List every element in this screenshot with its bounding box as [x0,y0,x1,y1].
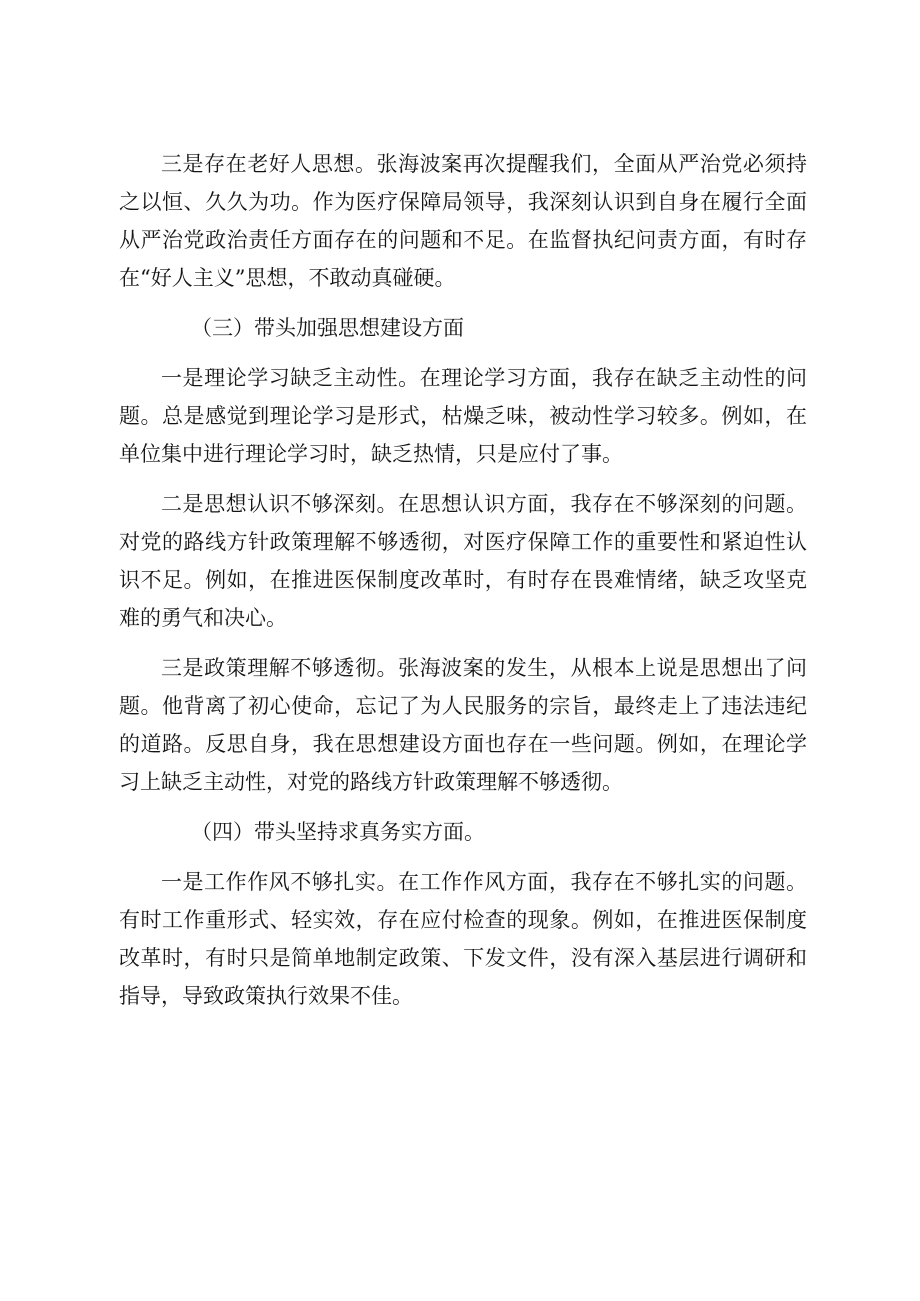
paragraph-2: 一是理论学习缺乏主动性。在理论学习方面，我存在缺乏主动性的问题。总是感觉到理论学习是形式，枯燥乏味，被动性学习较多。例如，在单位集中进行理论学习时，缺乏热情，只是应付了事。 [119,366,807,466]
section-heading-3: （三）带头加强思想建设方面 [191,316,464,340]
section-heading-4: （四）带头坚持求真务实方面。 [191,820,485,844]
document-body [119,145,807,1015]
paragraph-3: 二是思想认识不够深刻。在思想认识方面，我存在不够深刻的问题。对党的路线方针政策理解不够透彻，对医疗保障工作的重要性和紧迫性认识不足。例如，在推进医保制度改革时，有时存在畏难情绪，缺乏攻坚克难的勇气和决心。 [119,492,807,630]
paragraph-4: 三是政策理解不够透彻。张海波案的发生，从根本上说是思想出了问题。他背离了初心使命，忘记了为人民服务的宗旨，最终走上了违法违纪的道路。反思自身，我在思想建设方面也存在一些问题。例如，在理论学习上缺乏主动性，对党的路线方针政策理解不够透彻。 [119,656,807,794]
paragraph-1: 三是存在老好人思想。张海波案再次提醒我们，全面从严治党必须持之以恒、久久为功。作为医疗保障局领导，我深刻认识到自身在履行全面从严治党政治责任方面存在的问题和不足。在监督执纪问责方面，有时存在“好人主义”思想，不敢动真碰硬。 [119,152,807,290]
paragraph-5: 一是工作作风不够扎实。在工作作风方面，我存在不够扎实的问题。有时工作重形式、轻实效，存在应付检查的现象。例如，在推进医保制度改革时，有时只是简单地制定政策、下发文件，没有深入基层进行调研和指导，导致政策执行效果不佳。 [119,870,807,1008]
